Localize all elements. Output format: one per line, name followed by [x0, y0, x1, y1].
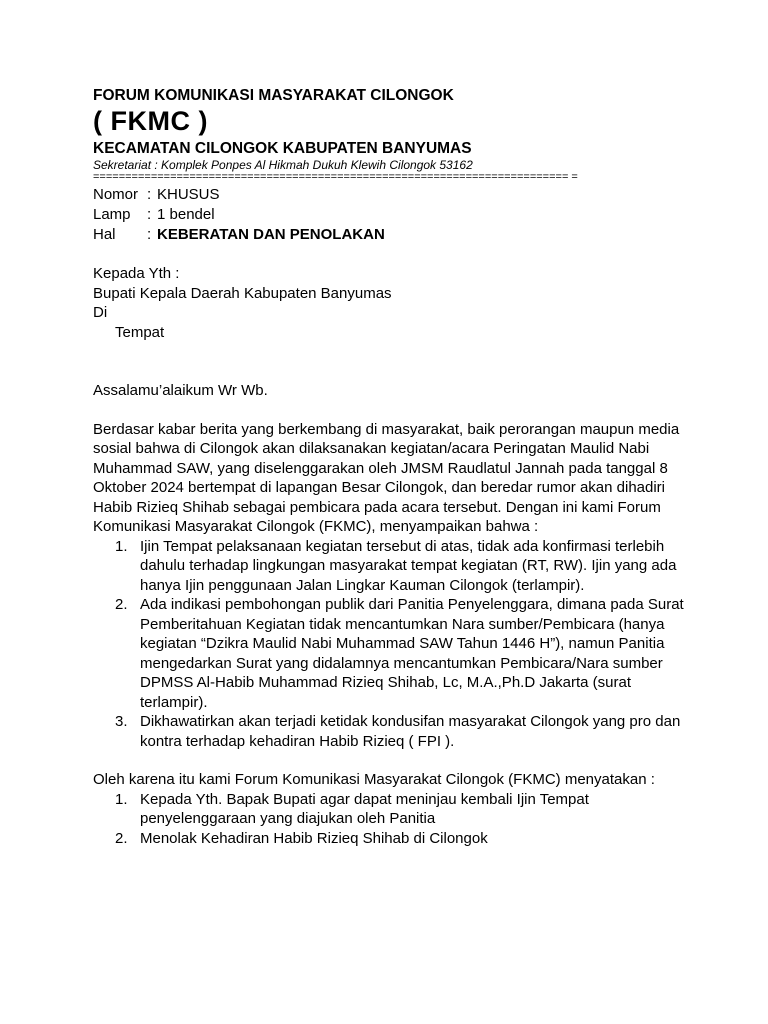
recipient-block: [93, 264, 688, 342]
meta-row-nomor: [93, 185, 688, 205]
salutation: Assalamu’alaikum Wr Wb.: [93, 382, 268, 399]
meta-value-subject: KEBERATAN DAN PENOLAKAN: [157, 226, 385, 243]
list-item: [93, 829, 688, 849]
meta-label: Hal: [93, 226, 116, 243]
meta-label: Lamp: [93, 206, 131, 223]
meta-separator: :: [147, 186, 152, 203]
list-number: 3.: [115, 713, 128, 730]
list-number: 2.: [115, 596, 128, 613]
recipient-di: Di: [93, 304, 108, 321]
points-list: [93, 537, 688, 752]
meta-row-lamp: [93, 205, 688, 225]
meta-row-hal: [93, 225, 688, 245]
list-item: [93, 712, 688, 751]
list-number-wrap: [93, 537, 140, 596]
meta-separator: :: [147, 206, 152, 223]
recipient-place: Tempat: [115, 323, 165, 341]
list-number-wrap: [93, 595, 140, 712]
list-item-text: Kepada Yth. Bapak Bupati agar dapat meninjau kembali Ijin Tempat penyelenggaraan yang diajukan oleh Panitia: [140, 790, 589, 827]
recipient-greeting: Kepada Yth :: [93, 265, 180, 282]
org-district: KECAMATAN CILONGOK KABUPATEN BANYUMAS: [93, 140, 472, 157]
list-item: [93, 790, 688, 829]
list-item-text: Dikhawatirkan akan terjadi ketidak kondusifan masyarakat Cilongok yang pro dan kontra terhadap kehadiran Habib Rizieq ( FPI ).: [140, 713, 681, 750]
list-item-text: Ijin Tempat pelaksanaan kegiatan tersebut di atas, tidak ada konfirmasi terlebih dahulu terhadap lingkungan masyarakat tempat kegiatan (RT, RW). Ijin yang ada hanya Ijin penggunaan Jalan Lingkar Kauman Cilongok (terlampir).: [140, 537, 677, 594]
list-item: [93, 537, 688, 596]
list-number: 1.: [115, 537, 128, 555]
secretariat-address: Sekretariat : Komplek Ponpes Al Hikmah Dukuh Klewih Cilongok 53162: [93, 158, 473, 172]
list-number-wrap: [93, 829, 140, 849]
recipient-name: Bupati Kepala Daerah Kabupaten Banyumas: [93, 284, 392, 302]
list-number-wrap: [93, 712, 140, 751]
list-number: 2.: [115, 829, 128, 847]
list-number-wrap: [93, 790, 140, 829]
org-acronym: ( FKMC ): [93, 106, 208, 136]
list-item: [93, 595, 688, 712]
letter-meta: [93, 185, 688, 245]
meta-label: Nomor: [93, 186, 139, 203]
statements-list: [93, 790, 688, 849]
list-item-text: Menolak Kehadiran Habib Rizieq Shihab di Cilongok: [140, 829, 488, 847]
list-number: 1.: [115, 790, 128, 808]
meta-separator: :: [147, 226, 152, 243]
meta-value: KHUSUS: [157, 186, 220, 203]
list-item-text: Ada indikasi pembohongan publik dari Panitia Penyelenggara, dimana pada Surat Pemberitahuan Kegiatan tidak mencantumkan Nara sumber/Pembicara (hanya kegiatan “Dzikra Maulid Nabi Muhammad SAW Tahun 1446 H”), namun Panitia mengedarkan Surat yang didalamnya mencantumkan Pembicara/Nara sumber DPMSS Al-Habib Muhammad Rizieq Shihab, Lc, M.A.,Ph.D Jakarta (surat terlampir).: [140, 596, 684, 711]
statement-intro: Oleh karena itu kami Forum Komunikasi Masyarakat Cilongok (FKMC) menyatakan :: [93, 771, 655, 788]
body-paragraph: Berdasar kabar berita yang berkembang di masyarakat, baik perorangan maupun media sosial bahwa di Cilongok akan dilaksanakan kegiatan/acara Peringatan Maulid Nabi Muhammad SAW, yang diselenggarakan oleh JMSM Raudlatul Jannah pada tanggal 8 Oktober 2024 bertempat di lapangan Besar Cilongok, dan beredar rumor akan dihadiri Habib Rizieq Shihab sebagai pembicara pada acara tersebut. Dengan ini kami Forum Komunikasi Masyarakat Cilongok (FKMC), menyampaikan bahwa :: [93, 420, 680, 535]
meta-value: 1 bendel: [157, 206, 215, 223]
header-divider: ========================================================================== =: [93, 172, 578, 183]
org-name: FORUM KOMUNIKASI MASYARAKAT CILONGOK: [93, 87, 454, 104]
